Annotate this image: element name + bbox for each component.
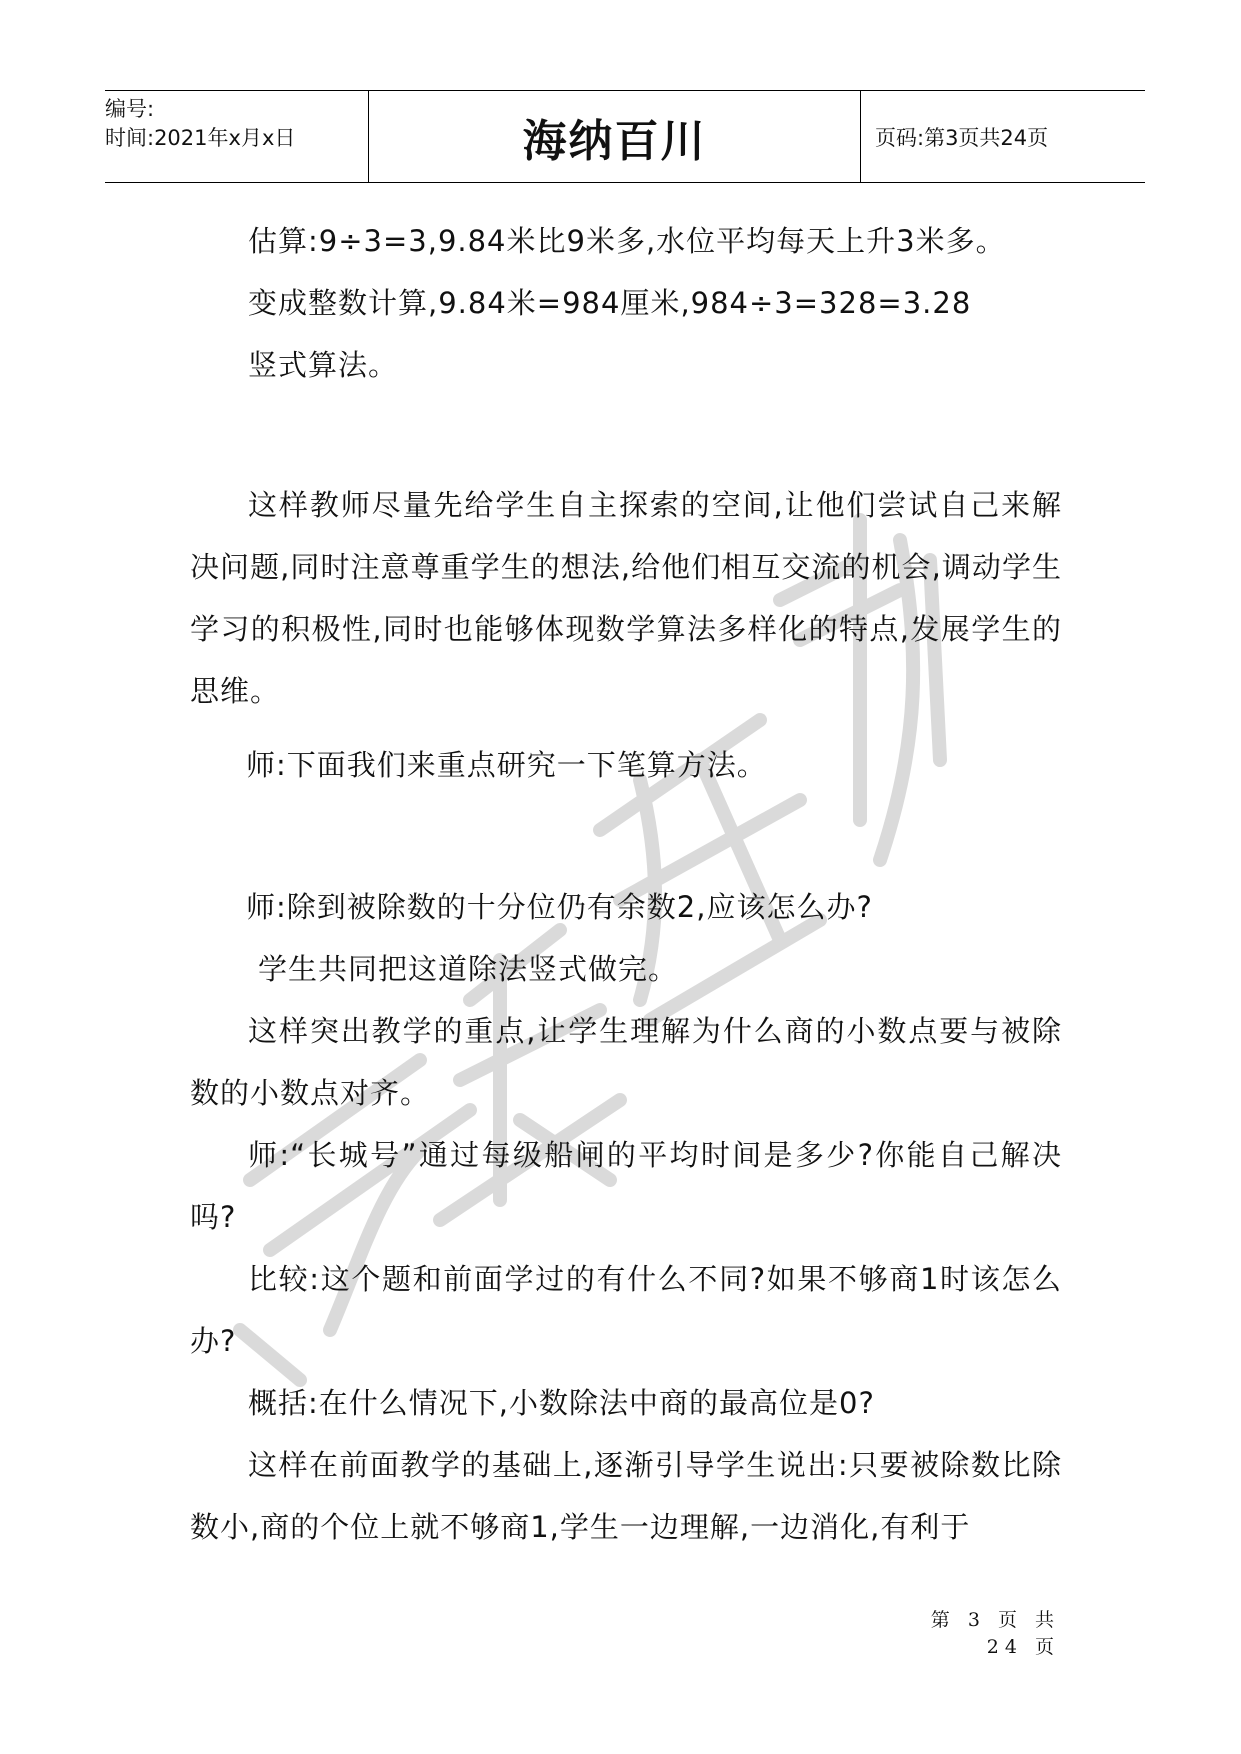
paragraph: 这样在前面教学的基础上,逐渐引导学生说出:只要被除数比除数小,商的个位上就不够商1,学生一边理解,一边消化,有利于: [190, 1448, 1062, 1544]
paragraph: 比较:这个题和前面学过的有什么不同?如果不够商1时该怎么办?: [190, 1262, 1062, 1358]
paragraph: 学生共同把这道除法竖式做完。: [258, 952, 679, 986]
paragraph: 竖式算法。: [248, 348, 399, 382]
brand-title: 海纳百川: [522, 115, 707, 167]
paragraph: 师:除到被除数的十分位仍有余数2,应该怎么办?: [246, 890, 873, 924]
paragraph: 师:“长城号”通过每级船闸的平均时间是多少?你能自己解决吗?: [190, 1138, 1062, 1234]
serial-number-label: 编号:: [105, 97, 155, 121]
paragraph: 这样教师尽量先给学生自主探索的空间,让他们尝试自己来解决问题,同时注意尊重学生的想法,给他们相互交流的机会,调动学生学习的积极性,同时也能够体现数学算法多样化的特点,发展学生的思维。: [190, 488, 1062, 708]
page-header: [105, 90, 1145, 183]
time-label: 时间:2021年x月x日: [105, 126, 296, 150]
page-number-label: 页码:第3页共24页: [875, 125, 1049, 150]
paragraph: 师:下面我们来重点研究一下笔算方法。: [246, 748, 767, 782]
paragraph: 概括:在什么情况下,小数除法中商的最高位是0?: [248, 1386, 875, 1420]
page-footer: 第 3 页 共 24 页: [930, 1609, 1060, 1658]
paragraph: 这样突出教学的重点,让学生理解为什么商的小数点要与被除数的小数点对齐。: [190, 1014, 1062, 1110]
header-info-cell: [105, 91, 369, 182]
paragraph: 估算:9÷3=3,9.84米比9米多,水位平均每天上升3米多。: [248, 224, 1006, 258]
paragraph: 变成整数计算,9.84米=984厘米,984÷3=328=3.28: [248, 286, 972, 320]
header-brand-cell: [369, 91, 861, 182]
header-page-cell: [861, 91, 1145, 182]
